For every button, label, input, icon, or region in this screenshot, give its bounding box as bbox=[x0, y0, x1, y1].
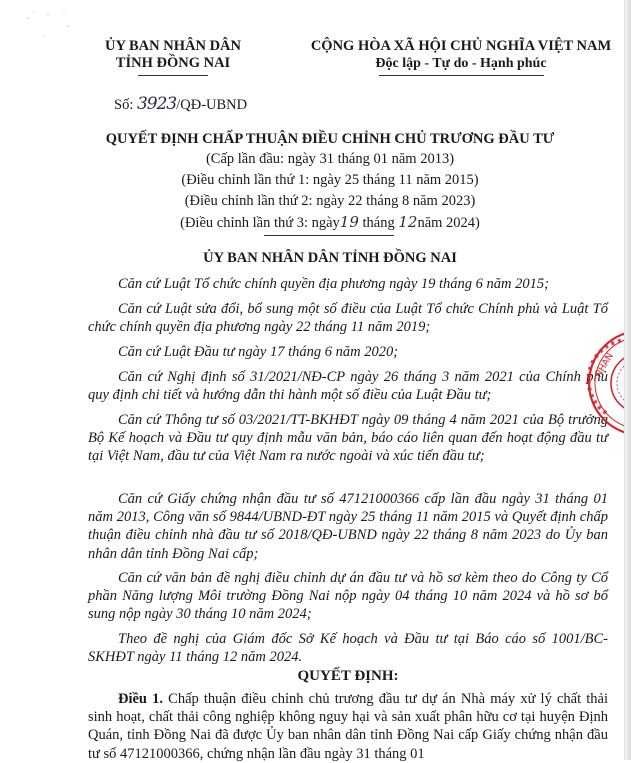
national-header bbox=[296, 38, 626, 76]
legal-basis-text: Căn cứ Luật Tổ chức chính quyền địa phương ngày 19 tháng 6 năm 2015; bbox=[118, 276, 549, 292]
title-underline bbox=[264, 235, 394, 236]
legal-basis-2 bbox=[88, 300, 608, 336]
doc-number-suffix: /QĐ-UBND bbox=[176, 97, 248, 113]
legal-basis-text: Căn cứ Giấy chứng nhận đầu tư số 47121000366 cấp lần đầu ngày 31 tháng 01 năm 2013, Công văn số 9844/UBND-ĐT ngày 25 tháng 11 năm 2015 và Quyết định chấp thuận điều chỉnh nhà đầu tư số 2018/QĐ-UBND ngày 22 tháng 8 năm 2023 do Ủy ban nhân dân tỉnh Đồng Nai cấp; bbox=[88, 491, 608, 562]
motto-underline bbox=[379, 75, 544, 76]
national-motto: Độc lập - Tự do - Hạnh phúc bbox=[375, 56, 547, 71]
issuing-agency bbox=[98, 38, 248, 76]
article-1-label: Điều 1. bbox=[118, 691, 164, 707]
adjustment-3-year: năm 2024) bbox=[417, 215, 480, 231]
agency-line-1: ỦY BAN NHÂN DÂN bbox=[104, 38, 241, 54]
decision-title: QUYẾT ĐỊNH CHẤP THUẬN ĐIỀU CHỈNH CHỦ TRƯƠNG ĐẦU TƯ bbox=[105, 131, 555, 147]
legal-basis-text: Căn cứ văn bản đề nghị điều chỉnh dự án đầu tư và hồ sơ kèm theo do Công ty Cổ phần Năng lượng Môi trường Đồng Nai nộp ngày 04 tháng 10 năm 2024 và hồ sơ bổ sung nộp ngày 30 tháng 10 năm 2024; bbox=[88, 570, 608, 623]
legal-basis-3 bbox=[88, 343, 608, 361]
legal-basis-6 bbox=[88, 490, 608, 563]
document-number bbox=[114, 94, 247, 114]
legal-basis-text: Căn cứ Thông tư số 03/2021/TT-BKHĐT ngày 09 tháng 4 năm 2021 của Bộ trưởng Bộ Kế hoạch và Đầu tư quy định mẫu văn bản, báo cáo liên quan đến hoạt động đầu tư tại Việt Nam, đầu tư của Việt Nam ra nước ngoài và xúc tiến đầu tư; bbox=[88, 412, 608, 465]
handwritten-month: 12 bbox=[398, 213, 418, 231]
agency-underline bbox=[138, 75, 208, 76]
svg-text:NHÂN: NHÂN bbox=[593, 351, 616, 380]
country-name: CỘNG HÒA XÃ HỘI CHỦ NGHĨA VIỆT NAM bbox=[310, 38, 612, 54]
adjustment-3-prefix: (Điều chỉnh lần thứ 3: ngày bbox=[180, 215, 340, 231]
legal-basis-4 bbox=[88, 368, 608, 404]
legal-basis-8 bbox=[88, 630, 608, 666]
decision-heading: QUYẾT ĐỊNH: bbox=[297, 668, 399, 684]
handwritten-day: 19 bbox=[339, 213, 359, 231]
legal-basis-7 bbox=[88, 569, 608, 624]
legal-basis-text: Căn cứ Luật Đầu tư ngày 17 tháng 6 năm 2020; bbox=[118, 344, 399, 360]
issue-date-initial: (Cấp lần đầu: ngày 31 tháng 01 năm 2013) bbox=[205, 151, 455, 167]
adjustment-2-date: (Điều chỉnh lần thứ 2: ngày 22 tháng 8 năm 2023) bbox=[184, 193, 476, 209]
article-1 bbox=[88, 690, 608, 763]
legal-basis-text: Theo đề nghị của Giám đốc Sở Kế hoạch và Đầu tư tại Báo cáo số 1001/BC-SKHĐT ngày 11 tháng 12 năm 2024. bbox=[88, 631, 608, 666]
page-edge bbox=[624, 0, 631, 760]
adjustment-3-month-label: tháng bbox=[358, 215, 399, 231]
article-1-text: Chấp thuận điều chỉnh chủ trương đầu tư dự án Nhà máy xử lý chất thải sinh hoạt, chất thải công nghiệp không nguy hại và sản xuất phân hữu cơ tại huyện Định Quán, tỉnh Đồng Nai đã được Ủy ban nhân dân tỉnh Đồng Nai cấp Giấy chứng nhận đầu tư số 47121000366, chứng nhận lần đầu ngày 31 tháng 01 bbox=[88, 691, 609, 762]
scan-speckle bbox=[20, 8, 80, 38]
agency-line-2: TỈNH ĐỒNG NAI bbox=[115, 55, 231, 71]
legal-basis-1 bbox=[88, 275, 608, 293]
adjustment-3-date bbox=[100, 213, 560, 232]
doc-number-handwritten: 3923 bbox=[136, 94, 177, 114]
adjustment-1-date: (Điều chỉnh lần thứ 1: ngày 25 tháng 11 năm 2015) bbox=[181, 172, 479, 188]
doc-number-prefix: Số: bbox=[114, 97, 137, 113]
legal-basis-text: Căn cứ Nghị định số 31/2021/NĐ-CP ngày 26 tháng 3 năm 2021 của Chính phủ quy định chi tiết và hướng dẫn thi hành một số điều của Luật Đầu tư; bbox=[88, 369, 608, 404]
legal-basis-5 bbox=[88, 411, 608, 466]
authority-heading: ỦY BAN NHÂN DÂN TỈNH ĐỒNG NAI bbox=[203, 250, 457, 266]
legal-basis-text: Căn cứ Luật sửa đổi, bổ sung một số điều của Luật Tổ chức Chính phủ và Luật Tổ chức chính quyền địa phương ngày 22 tháng 11 năm 2019; bbox=[88, 301, 608, 336]
